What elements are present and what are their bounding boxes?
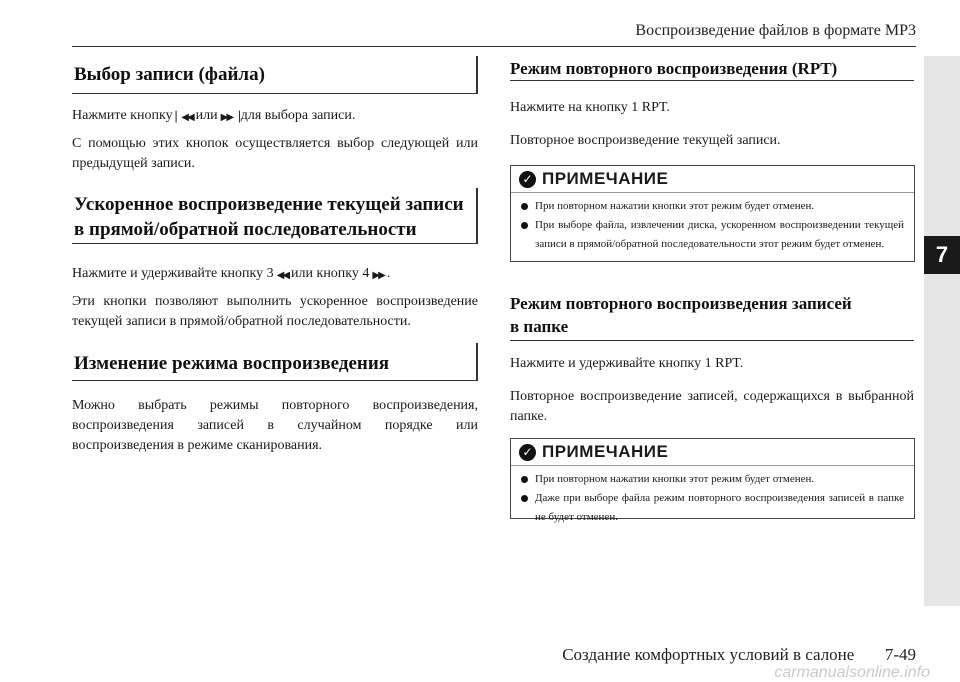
chapter-tab: 7 — [924, 236, 960, 274]
section-title-line2: в папке — [510, 317, 569, 336]
instruction-rpt: Нажмите на кнопку 1 RPT. — [510, 100, 670, 115]
bullet-icon — [521, 203, 528, 210]
next-track-icon: ▶▶▕ — [220, 112, 238, 123]
instruction-rpt-folder: Нажмите и удерживайте кнопку 1 RPT. — [510, 356, 744, 371]
note-header — [511, 439, 914, 466]
note-header — [511, 166, 914, 193]
section-heading-rpt-folder — [510, 292, 914, 341]
section-heading-fast-play — [72, 188, 478, 244]
rewind-icon: ◀◀ — [276, 270, 289, 281]
section-heading-rpt — [510, 58, 914, 81]
paragraph: Эти кнопки позволяют выполнить ускоренное воспроизведение текущей записи в прямой/обратной последовательности. — [72, 294, 478, 329]
section-heading-track-select — [72, 56, 478, 94]
note-title: ПРИМЕЧАНИЕ — [542, 442, 669, 461]
page-footer — [562, 645, 916, 665]
watermark: carmanualsonline.info — [774, 664, 930, 681]
section-title-line2: в прямой/обратной последовательности — [74, 219, 417, 240]
note-body — [511, 193, 914, 260]
footer-chapter-title: Создание комфортных условий в салоне — [562, 645, 855, 664]
section-title-line1: Ускоренное воспроизведение текущей записи — [74, 194, 464, 215]
running-header: Воспроизведение файлов в формате MP3 — [635, 22, 916, 39]
section-title: Изменение режима воспроизведения — [74, 353, 390, 374]
note-box — [510, 165, 915, 262]
note-item: Даже при выборе файла режим повторного воспроизведения записей в папке не будет отменен. — [521, 489, 904, 527]
section-heading-play-mode — [72, 343, 478, 381]
section-title: Выбор записи (файла) — [74, 64, 265, 85]
fast-forward-icon: ▶▶ — [372, 270, 384, 281]
paragraph: С помощью этих кнопок осуществляется выбор следующей или предыдущей записи. — [72, 136, 478, 171]
bullet-icon — [521, 222, 528, 229]
header-divider — [72, 46, 916, 47]
info-icon: ✓ — [519, 171, 536, 188]
note-item: При повторном нажатии кнопки этот режим будет отменен. — [521, 470, 904, 489]
chapter-sidebar — [924, 56, 960, 606]
bullet-icon — [521, 476, 528, 483]
page-number: 7-49 — [884, 645, 916, 664]
prev-track-icon: ▏◀◀ — [175, 112, 193, 123]
note-title: ПРИМЕЧАНИЕ — [542, 169, 669, 188]
bullet-icon — [521, 495, 528, 502]
paragraph: Повторное воспроизведение записей, содержащихся в выбранной папке. — [510, 389, 914, 424]
note-item: При выборе файла, извлечении диска, ускоренном воспроизведении текущей записи в прямой/обратной последовательности этот режим будет отменен. — [521, 216, 904, 254]
instruction-track-select: Нажмите кнопку ▏◀◀ или ▶▶▕ для выбора записи. — [72, 106, 478, 128]
section-title-line1: Режим повторного воспроизведения записей — [510, 294, 852, 313]
paragraph: Повторное воспроизведение текущей записи. — [510, 133, 781, 148]
paragraph: Можно выбрать режимы повторного воспроизведения, воспроизведения записей в случайном порядке или воспроизведения в режиме сканирования. — [72, 398, 478, 453]
info-icon: ✓ — [519, 444, 536, 461]
section-title: Режим повторного воспроизведения (RPT) — [510, 59, 838, 78]
note-item: При повторном нажатии кнопки этот режим будет отменен. — [521, 197, 904, 216]
note-box — [510, 438, 915, 523]
note-body — [511, 466, 914, 533]
instruction-fast-play: Нажмите и удерживайте кнопку 3 ◀◀ или кнопку 4 ▶▶ . — [72, 264, 478, 286]
